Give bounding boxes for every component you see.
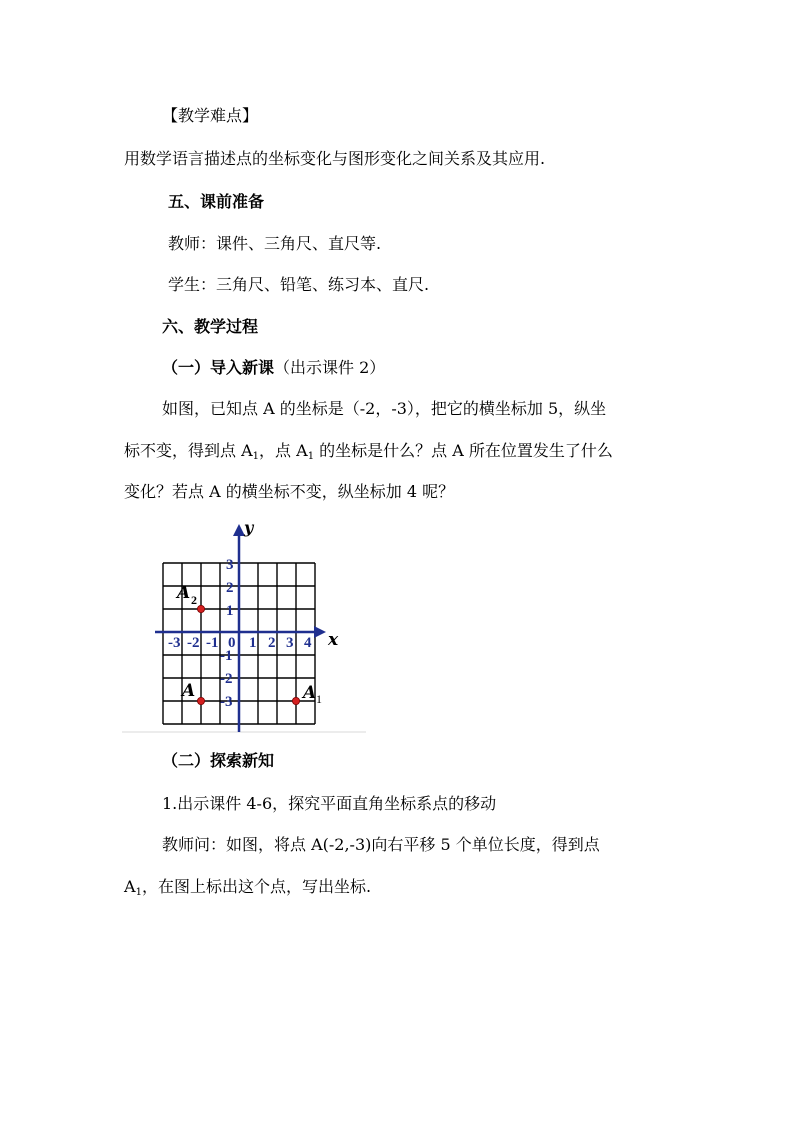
explore-item-1: 1.出示课件 4-6，探究平面直角坐标系点的移动: [162, 794, 497, 813]
y-tick-label: -1: [220, 648, 233, 664]
explore-question-line-2: [124, 877, 371, 903]
intro-heading: （一）导入新课: [162, 358, 275, 377]
x-tick-label: -1: [206, 635, 219, 651]
difficulty-text: 用数学语言描述点的坐标变化与图形变化之间关系及其应用.: [124, 149, 546, 168]
x-tick-label: 3: [286, 635, 294, 651]
explore-q2-a: A: [124, 877, 136, 896]
intro-paragraph-line-1: 如图，已知点 A 的坐标是（-2，-3），把它的横坐标加 5，纵坐: [162, 399, 607, 418]
x-tick-label: -2: [187, 635, 200, 651]
point-a: [197, 697, 204, 704]
x-tick-label: 1: [249, 635, 257, 651]
explore-q2-b: ，在图上标出这个点，写出坐标.: [141, 877, 372, 896]
intro-paragraph-line-2: [124, 441, 613, 467]
prep-heading: 五、课前准备: [168, 192, 265, 211]
x-tick-label: -3: [168, 635, 181, 651]
explore-q2-sub: 1: [135, 887, 142, 898]
intro-p2-a: 标不变，得到点 A: [124, 441, 253, 460]
x-tick-label: 4: [304, 635, 312, 651]
intro-p2-sub2: 1: [307, 451, 315, 462]
intro-heading-line: [162, 358, 385, 378]
intro-p2-b: ，点 A: [259, 441, 308, 460]
explore-question-line-1: 教师问：如图，将点 A(-2,-3)向右平移 5 个单位长度，得到点: [162, 835, 600, 854]
y-tick-label: -3: [220, 694, 233, 710]
coordinate-figure: [122, 518, 366, 734]
y-tick-label: -2: [220, 671, 233, 687]
intro-p2-sub1: 1: [252, 451, 260, 462]
point-a1-subscript: 1: [316, 692, 322, 706]
point-a2-subscript: 2: [191, 593, 197, 607]
y-tick-labels: [220, 557, 234, 710]
intro-paragraph-line-3: 变化？若点 A 的横坐标不变，纵坐标加 4 呢？: [124, 482, 455, 501]
intro-p2-c: 的坐标是什么？点 A 所在位置发生了什么: [314, 441, 613, 460]
y-tick-label: 1: [226, 603, 234, 619]
y-tick-label: 3: [226, 557, 234, 573]
y-axis-label: y: [244, 518, 254, 537]
x-tick-label: 0: [228, 635, 236, 651]
difficulty-heading: 【教学难点】: [162, 106, 259, 125]
prep-teacher: 教师：课件、三角尺、直尺等.: [168, 234, 382, 253]
point-a1-label: A: [303, 683, 317, 703]
explore-heading: （二）探索新知: [162, 751, 275, 770]
prep-student: 学生：三角尺、铅笔、练习本、直尺.: [168, 275, 430, 294]
x-tick-label: 2: [268, 635, 276, 651]
process-heading: 六、教学过程: [162, 317, 259, 336]
intro-heading-note: （出示课件 2）: [274, 358, 386, 377]
point-a-label: A: [182, 681, 196, 701]
x-axis-label: x: [328, 630, 339, 650]
point-a2: [197, 605, 204, 612]
y-tick-label: 2: [226, 580, 234, 596]
x-axis-arrow: [314, 626, 326, 638]
point-a2-label: A: [177, 583, 191, 603]
point-a1: [292, 697, 299, 704]
